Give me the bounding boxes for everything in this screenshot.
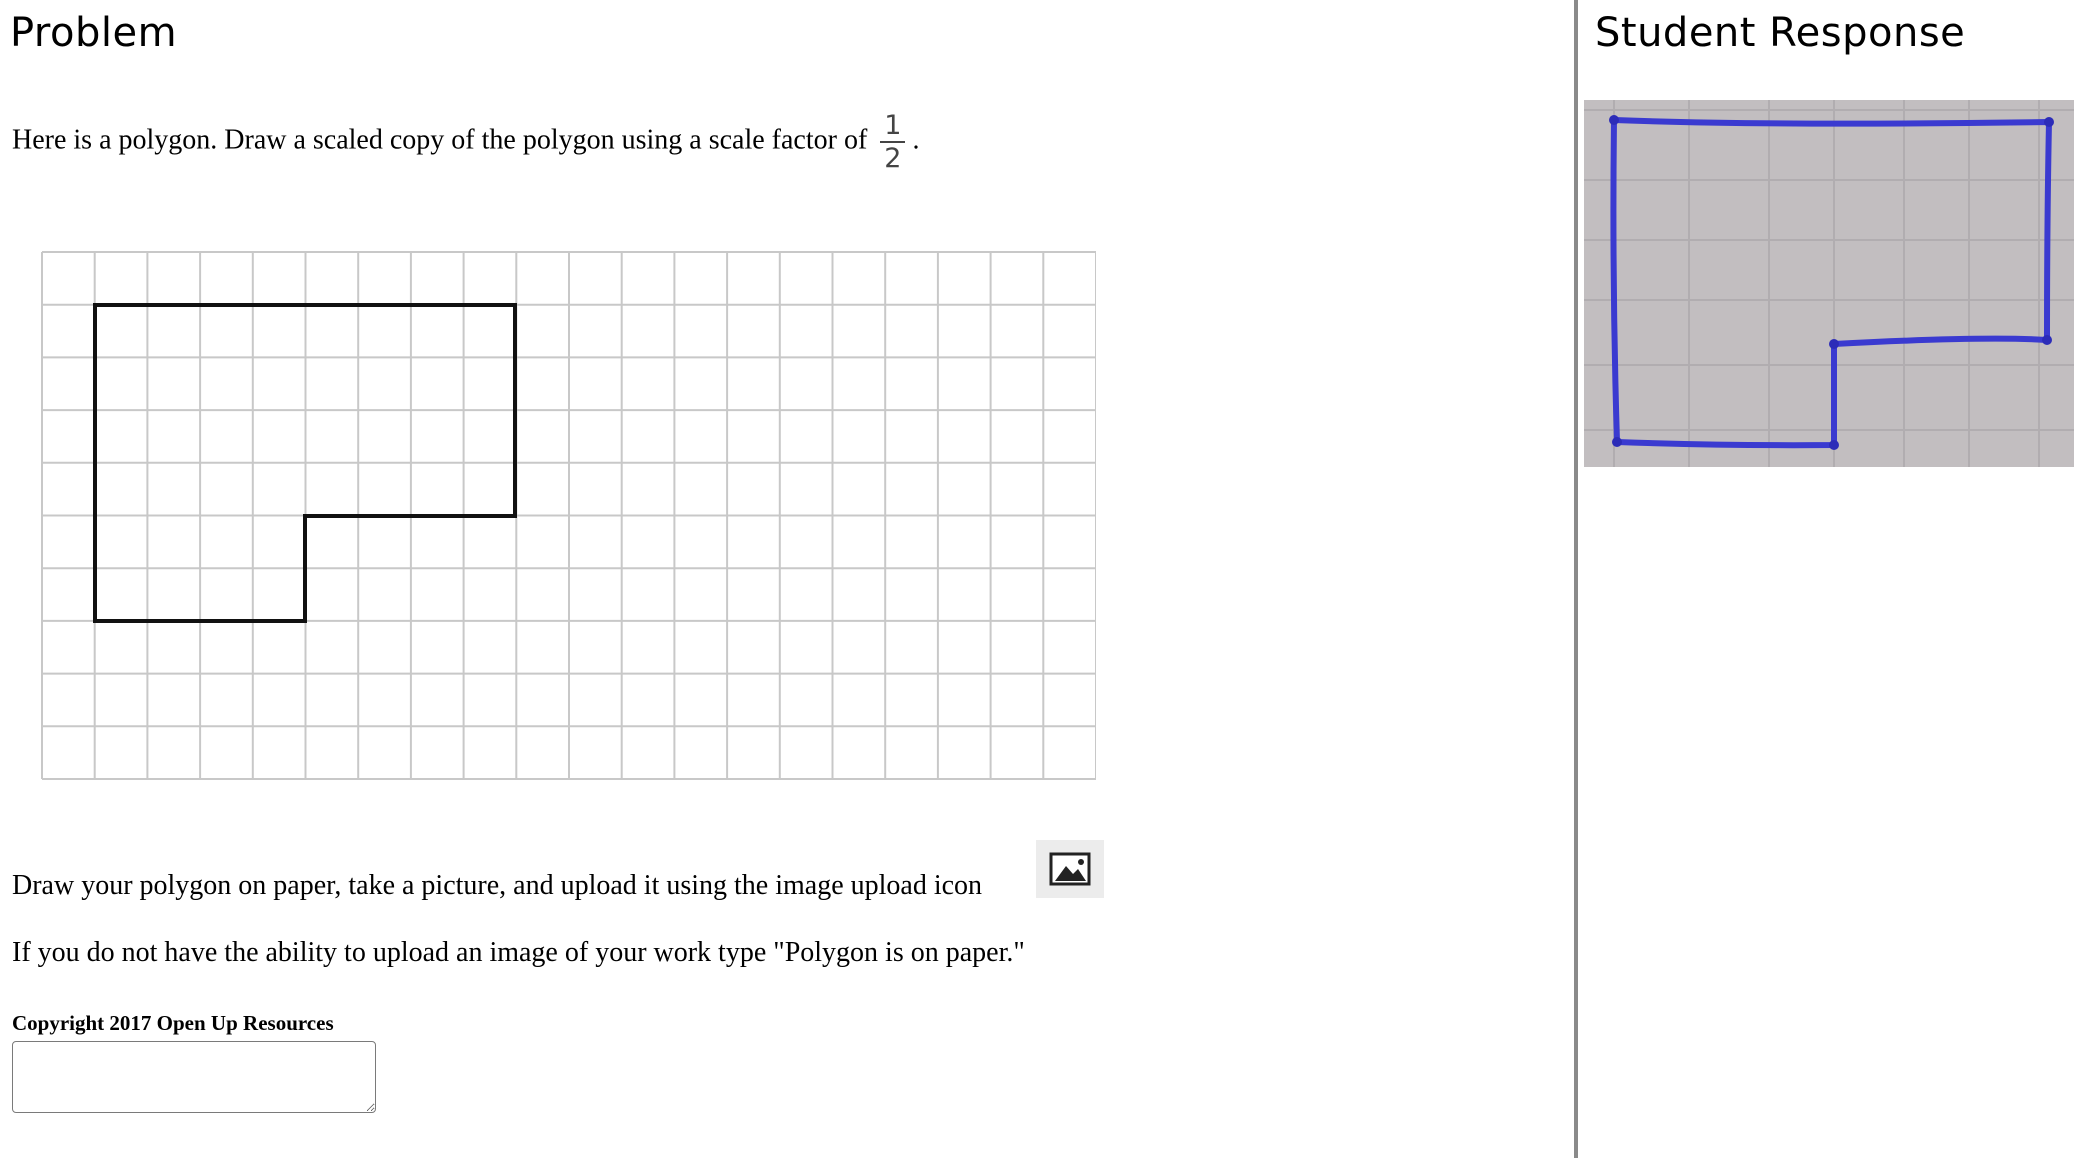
- fraction-numerator: 1: [880, 112, 905, 143]
- answer-input[interactable]: [12, 1041, 376, 1113]
- scale-factor-fraction: [880, 112, 905, 172]
- fraction-denominator: 2: [884, 143, 902, 174]
- prompt-text: Here is a polygon. Draw a scaled copy of the polygon using a scale factor of: [12, 124, 868, 156]
- student-response-image: [1584, 100, 2074, 467]
- problem-prompt: [12, 112, 919, 172]
- polygon-grid: [40, 250, 1096, 782]
- problem-heading: Problem: [10, 10, 178, 56]
- student-response-pane: [1578, 0, 2074, 1158]
- image-upload-icon[interactable]: [1036, 840, 1104, 898]
- upload-instruction: Draw your polygon on paper, take a picture, and upload it using the image upload icon: [12, 870, 983, 901]
- prompt-period: .: [912, 124, 920, 156]
- alternate-instruction: If you do not have the ability to upload an image of your work type "Polygon is on paper.": [12, 937, 1025, 968]
- copyright-notice: Copyright 2017 Open Up Resources: [12, 1011, 334, 1035]
- student-response-heading: Student Response: [1595, 10, 1966, 56]
- photo-of-hand-drawn-polygon: [1584, 100, 2074, 467]
- grid-lines: [42, 252, 1096, 779]
